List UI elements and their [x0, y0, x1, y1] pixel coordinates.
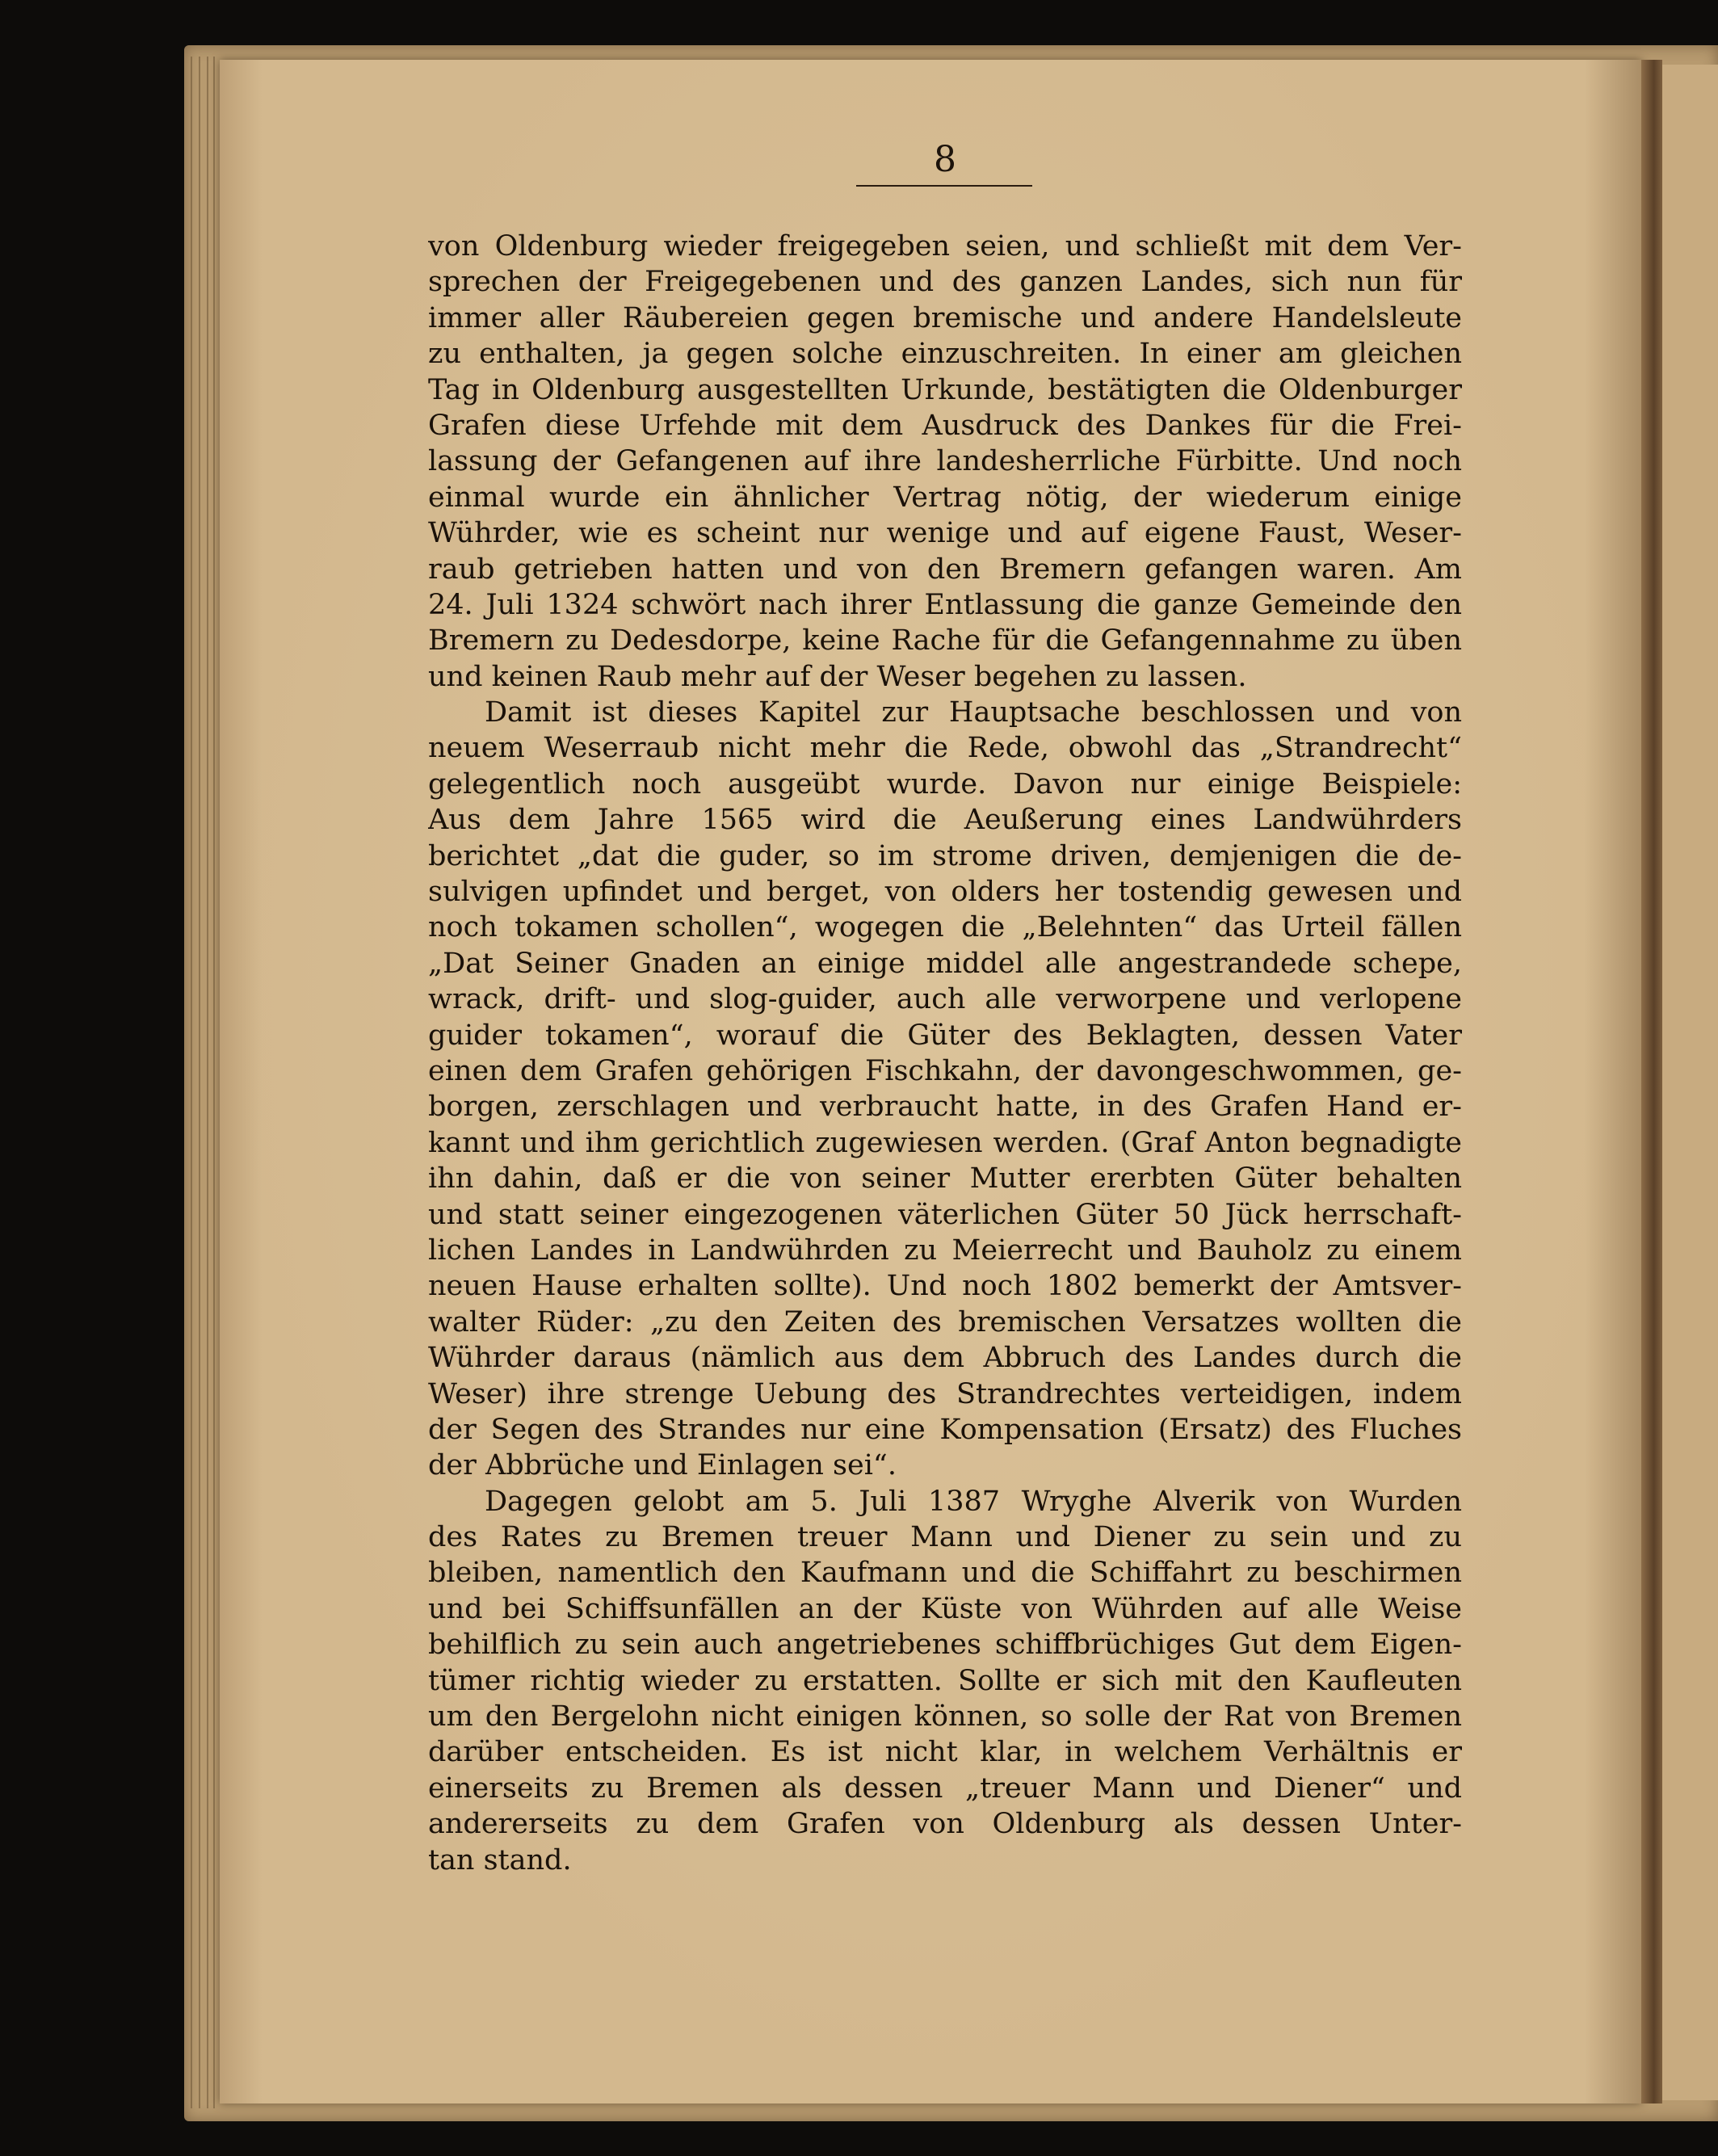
- text-line: noch tokamen schollen“, wogegen die „Belehnten“ das Urteil fällen: [428, 911, 1462, 944]
- text-line: Bremern zu Dedesdorpe, keine Rache für die Gefangennahme zu üben: [428, 624, 1462, 658]
- text-line: und keinen Raub mehr auf der Weser begehen zu lassen.: [428, 660, 1247, 693]
- text-line: Dagegen gelobt am 5. Juli 1387 Wryghe Alverik von Wurden: [485, 1485, 1462, 1518]
- text-line: tümer richtig wieder zu erstatten. Sollte er sich mit den Kaufleuten: [428, 1664, 1462, 1697]
- text-line: guider tokamen“, worauf die Güter des Beklagten, dessen Vater: [428, 1019, 1462, 1052]
- text-line: neuen Hause erhalten sollte). Und noch 1802 bemerkt der Amtsver-: [428, 1270, 1462, 1303]
- text-line: tan stand.: [428, 1843, 572, 1877]
- text-line: der Segen des Strandes nur eine Kompensation (Ersatz) des Fluches: [428, 1413, 1462, 1446]
- page-number: 8: [934, 139, 956, 180]
- text-line: behilflich zu sein auch angetriebenes schiffbrüchiges Gut dem Eigen-: [428, 1629, 1462, 1662]
- text-line: walter Rüder: „zu den Zeiten des bremischen Versatzes wollten die: [428, 1305, 1462, 1339]
- text-line: Wührder daraus (nämlich aus dem Abbruch des Landes durch die: [428, 1342, 1462, 1375]
- text-line: raub getrieben hatten und von den Bremern gefangen waren. Am: [428, 553, 1462, 586]
- text-line: sprechen der Freigegebenen und des ganzen Landes, sich nun für: [428, 266, 1462, 299]
- page-edge-line: [191, 57, 192, 2108]
- text-line: darüber entscheiden. Es ist nicht klar, in welchem Verhältnis er: [428, 1736, 1462, 1769]
- text-line: berichtet „dat die guder, so im strome driven, demjenigen die de-: [428, 839, 1462, 872]
- page-edge-line: [213, 57, 215, 2108]
- text-line: und bei Schiffsunfällen an der Küste von Wührden auf alle Weise: [428, 1592, 1462, 1625]
- text-line: einmal wurde ein ähnlicher Vertrag nötig, der wiederum einige: [428, 481, 1462, 514]
- text-line: lassung der Gefangenen auf ihre landesherrliche Fürbitte. Und noch: [428, 445, 1462, 478]
- text-line: borgen, zerschlagen und verbraucht hatte, in des Grafen Hand er-: [428, 1091, 1462, 1124]
- text-line: Damit ist dieses Kapitel zur Hauptsache beschlossen und von: [485, 696, 1462, 729]
- facing-page-sliver: [1662, 65, 1718, 2100]
- text-line: ihn dahin, daß er die von seiner Mutter ererbten Güter behalten: [428, 1162, 1462, 1196]
- body-text: [428, 229, 1462, 1878]
- text-line: andererseits zu dem Grafen von Oldenburg als dessen Unter-: [428, 1808, 1462, 1841]
- text-line: immer aller Räubereien gegen bremische und andere Handelsleute: [428, 301, 1462, 334]
- page-number-rule: [856, 185, 1032, 187]
- text-line: 24. Juli 1324 schwört nach ihrer Entlassung die ganze Gemeinde den: [428, 588, 1462, 621]
- text-line: „Dat Seiner Gnaden an einige middel alle angestrandede schepe,: [428, 947, 1462, 980]
- text-line: neuem Weserraub nicht mehr die Rede, obwohl das „Strandrecht“: [428, 732, 1462, 765]
- text-line: gelegentlich noch ausgeübt wurde. Davon nur einige Beispiele:: [428, 767, 1462, 801]
- text-line: der Abbrüche und Einlagen sei“.: [428, 1449, 897, 1482]
- text-line: wrack, drift- und slog-guider, auch alle verworpene und verlopene: [428, 983, 1462, 1016]
- text-line: und statt seiner eingezogenen väterlichen Güter 50 Jück herrschaft-: [428, 1198, 1462, 1231]
- text-line: zu enthalten, ja gegen solche einzuschreiten. In einer am gleichen: [428, 338, 1462, 371]
- page-edge-line: [199, 57, 200, 2108]
- text-line: bleiben, namentlich den Kaufmann und die Schiffahrt zu beschirmen: [428, 1557, 1462, 1590]
- text-line: Tag in Oldenburg ausgestellten Urkunde, bestätigten die Oldenburger: [428, 373, 1462, 406]
- text-line: Weser) ihre strenge Uebung des Strandrechtes verteidigen, indem: [428, 1377, 1462, 1410]
- text-line: kannt und ihm gerichtlich zugewiesen werden. (Graf Anton begnadigte: [428, 1126, 1462, 1159]
- text-line: Grafen diese Urfehde mit dem Ausdruck des Dankes für die Frei-: [428, 409, 1462, 442]
- text-line: des Rates zu Bremen treuer Mann und Diener zu sein und zu: [428, 1521, 1462, 1554]
- text-line: von Oldenburg wieder freigegeben seien, und schließt mit dem Ver-: [428, 230, 1462, 263]
- text-line: lichen Landes in Landwührden zu Meierrecht und Bauholz zu einem: [428, 1234, 1462, 1267]
- text-line: Wührder, wie es scheint nur wenige und auf eigene Faust, Weser-: [428, 517, 1462, 550]
- text-line: sulvigen upfindet und berget, von olders her tostendig gewesen und: [428, 876, 1462, 909]
- text-line: einerseits zu Bremen als dessen „treuer Mann und Diener“ und: [428, 1771, 1462, 1805]
- text-line: einen dem Grafen gehörigen Fischkahn, der davongeschwommen, ge-: [428, 1054, 1462, 1087]
- text-line: um den Bergelohn nicht einigen können, so solle der Rat von Bremen: [428, 1700, 1462, 1734]
- page-edge-line: [207, 57, 208, 2108]
- text-line: Aus dem Jahre 1565 wird die Aeußerung eines Landwührders: [428, 804, 1462, 837]
- book-gutter: [1641, 60, 1662, 2103]
